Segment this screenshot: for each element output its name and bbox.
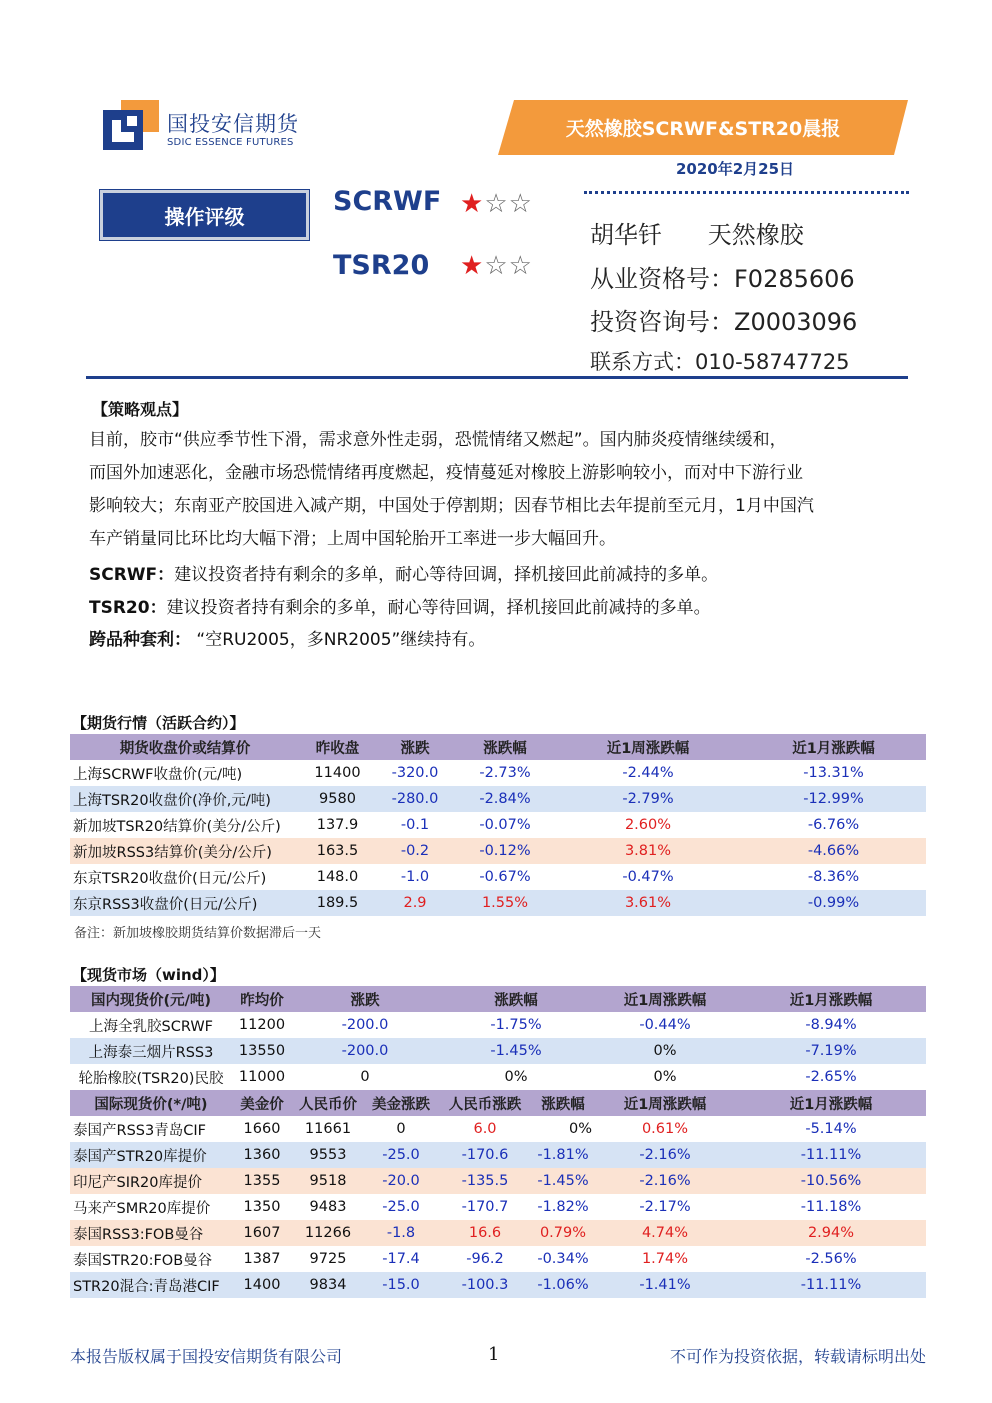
rating-stars-scrwf <box>460 189 533 219</box>
column-header: 涨跌幅 <box>438 986 594 1012</box>
cell-usd: 1607 <box>232 1220 292 1246</box>
cell-usd: 1660 <box>243 1121 281 1137</box>
cell-month-pct: 2.94% <box>736 1220 926 1246</box>
cell-week-pct: 4.74% <box>594 1220 736 1246</box>
cell-month-pct: -11.11% <box>736 1142 926 1168</box>
table-row <box>70 1064 926 1090</box>
cell-change: 0 <box>360 1069 370 1085</box>
spot-table <box>70 986 926 1298</box>
cell-change-pct: 0% <box>504 1069 528 1085</box>
cell-name: 上海全乳胶SCRWF <box>89 1018 213 1035</box>
cell-usd-change: -25.0 <box>364 1142 438 1168</box>
cell-month-pct: -11.18% <box>800 1199 862 1215</box>
cell-rmb-change: 6.0 <box>473 1121 497 1137</box>
cell-change: -0.1 <box>400 817 430 833</box>
cell-change-pct: -0.67% <box>479 869 531 885</box>
table-row <box>70 1220 926 1246</box>
cell-rmb: 9725 <box>309 1251 347 1267</box>
column-header: 涨跌 <box>375 734 455 760</box>
cell-usd-change: -25.0 <box>382 1199 420 1215</box>
cell-month-pct: -0.99% <box>741 890 926 916</box>
cell-week-pct: -0.47% <box>622 869 674 885</box>
futures-note: 备注：新加坡橡胶期货结算价数据滞后一天 <box>74 926 322 941</box>
futures-heading: 【期货行情（活跃合约）】 <box>72 714 245 732</box>
report-title-banner <box>498 100 908 155</box>
strategy-line: 而国外加速恶化，金融市场恐慌情绪再度燃起，疫情蔓延对橡胶上游影响较小，而对中下游行业 <box>89 463 803 483</box>
cell-price: 11200 <box>238 1017 286 1033</box>
cell-change-pct: -0.34% <box>537 1251 589 1267</box>
column-header: 昨收盘 <box>300 734 375 760</box>
cell-change-pct: -1.45% <box>532 1168 594 1194</box>
cell-rmb-change: -135.5 <box>438 1168 532 1194</box>
cell-week-pct: 3.81% <box>555 838 741 864</box>
table-row <box>70 1012 926 1038</box>
report-date: 2020年2月25日 <box>675 160 795 178</box>
cell-usd-change: -20.0 <box>364 1168 438 1194</box>
analyst-contact: 联系方式：010-58747725 <box>590 350 850 374</box>
cell-change-pct: -1.45% <box>438 1038 594 1064</box>
cell-name: 马来产SMR20库提价 <box>73 1200 211 1217</box>
cell-name: 轮胎橡胶(TSR20)民胶 <box>78 1070 224 1087</box>
table-row <box>70 838 926 864</box>
cell-rmb-change: -96.2 <box>466 1251 504 1267</box>
recommendation-text: “空RU2005，多NR2005”继续持有。 <box>191 630 486 650</box>
recommendation-label: TSR20： <box>89 598 167 618</box>
cell-month-pct: -6.76% <box>807 817 860 833</box>
column-header: 国际现货价(*/吨) <box>70 1090 232 1116</box>
table-row <box>70 1246 926 1272</box>
cell-name: 上海TSR20收盘价(净价,元/吨) <box>70 786 300 812</box>
table-header-row <box>70 734 926 760</box>
cell-change: -320.0 <box>391 765 439 781</box>
table-row <box>70 1272 926 1298</box>
cell-rmb: 11661 <box>304 1121 352 1137</box>
cell-name: 泰国产RSS3青岛CIF <box>73 1122 206 1139</box>
column-header: 近1周涨跌幅 <box>594 986 736 1012</box>
cell-change: -0.2 <box>375 838 455 864</box>
column-header: 人民币价 <box>292 1090 364 1116</box>
cell-close: 189.5 <box>300 890 375 916</box>
cell-name: 东京TSR20收盘价(日元/公斤) <box>73 870 267 887</box>
cell-name: 上海泰三烟片RSS3 <box>70 1038 232 1064</box>
column-header: 期货收盘价或结算价 <box>70 734 300 760</box>
cell-change-pct: 0% <box>568 1121 592 1137</box>
column-header: 美金价 <box>232 1090 292 1116</box>
cell-week-pct: 2.60% <box>624 817 672 833</box>
cell-name: 泰国STR20:FOB曼谷 <box>73 1252 213 1269</box>
cell-name: 泰国产STR20库提价 <box>70 1142 232 1168</box>
table-row <box>70 864 926 890</box>
rating-product-scrwf: SCRWF <box>333 186 442 217</box>
page-number: 1 <box>488 1344 500 1365</box>
star-filled-icon: ★ <box>460 251 485 281</box>
spot-heading: 【现货市场（wind）】 <box>72 966 225 984</box>
cell-rmb: 9483 <box>309 1199 347 1215</box>
cell-change-pct: -0.12% <box>455 838 555 864</box>
cell-week-pct: -1.41% <box>594 1272 736 1298</box>
column-header: 涨跌 <box>292 986 438 1012</box>
cell-change-pct: -1.82% <box>537 1199 589 1215</box>
cell-week-pct: -2.79% <box>555 786 741 812</box>
cell-week-pct: -2.17% <box>639 1199 691 1215</box>
cell-price: 13550 <box>232 1038 292 1064</box>
table-row <box>70 1142 926 1168</box>
cell-close: 137.9 <box>316 817 359 833</box>
strategy-heading: 【策略观点】 <box>92 400 189 419</box>
strategy-line: 影响较大；东南亚产胶国进入减产期，中国处于停割期；因春节相比去年提前至元月，1月中国汽 <box>89 496 814 516</box>
analyst-consult-license: 投资咨询号：Z0003096 <box>590 308 858 336</box>
logo-mark-icon <box>103 100 161 152</box>
cell-usd: 1387 <box>243 1251 281 1267</box>
cell-usd: 1360 <box>232 1142 292 1168</box>
cell-week-pct: -0.44% <box>639 1017 691 1033</box>
footer-copyright: 本报告版权属于国投安信期货有限公司 <box>70 1347 343 1366</box>
cell-week-pct: 0% <box>594 1038 736 1064</box>
cell-month-pct: -8.36% <box>807 869 860 885</box>
cell-usd: 1355 <box>232 1168 292 1194</box>
cell-change: -1.0 <box>400 869 430 885</box>
strategy-paragraph <box>89 424 909 556</box>
cell-change-pct: -1.75% <box>490 1017 542 1033</box>
cell-change: -200.0 <box>341 1017 389 1033</box>
cell-usd: 1400 <box>232 1272 292 1298</box>
cell-change: -280.0 <box>375 786 455 812</box>
star-empty-icon: ☆☆ <box>484 189 533 219</box>
cell-week-pct: -2.16% <box>594 1142 736 1168</box>
recommendation-tsr20 <box>89 593 711 618</box>
recommendation-scrwf <box>89 560 718 585</box>
cell-name: 泰国RSS3:FOB曼谷 <box>70 1220 232 1246</box>
header-divider <box>86 376 908 379</box>
column-header: 国内现货价(元/吨) <box>70 986 232 1012</box>
logo-english-name: SDIC ESSENCE FUTURES <box>167 137 294 148</box>
strategy-line: 目前，胶市“供应季节性下滑，需求意外性走弱，恐慌情绪又燃起”。国内肺炎疫情继续缓和， <box>89 430 787 450</box>
column-header: 近1周涨跌幅 <box>555 734 741 760</box>
cell-close: 11400 <box>314 765 361 781</box>
star-filled-icon: ★ <box>460 189 485 219</box>
column-header: 昨均价 <box>232 986 292 1012</box>
star-empty-icon: ☆☆ <box>484 251 533 281</box>
recommendation-arbitrage <box>89 625 485 650</box>
cell-usd-change: -17.4 <box>382 1251 420 1267</box>
cell-name: 新加坡RSS3结算价(美分/公斤) <box>70 838 300 864</box>
table-row <box>70 1038 926 1064</box>
cell-month-pct: -12.99% <box>741 786 926 812</box>
column-header: 近1月涨跌幅 <box>736 1090 926 1116</box>
cell-week-pct: -2.16% <box>594 1168 736 1194</box>
column-header: 涨跌幅 <box>455 734 555 760</box>
cell-month-pct: -5.14% <box>805 1121 857 1137</box>
cell-week-pct: -2.44% <box>622 765 674 781</box>
rating-stars-tsr20 <box>460 251 533 281</box>
cell-rmb: 9834 <box>292 1272 364 1298</box>
column-header: 近1月涨跌幅 <box>741 734 926 760</box>
column-header: 人民币涨跌 <box>438 1090 532 1116</box>
dotted-divider <box>584 191 909 194</box>
cell-rmb: 9553 <box>292 1142 364 1168</box>
table-row <box>70 890 926 916</box>
table-row <box>70 760 926 786</box>
recommendation-label: SCRWF： <box>89 565 175 585</box>
cell-rmb: 9518 <box>292 1168 364 1194</box>
cell-week-pct: 1.74% <box>641 1251 689 1267</box>
cell-usd-change: 0 <box>396 1121 406 1137</box>
cell-rmb-change: -100.3 <box>438 1272 532 1298</box>
analyst-name-field: 胡华钎 天然橡胶 <box>590 221 804 249</box>
cell-month-pct: -2.65% <box>805 1069 857 1085</box>
cell-change-pct: -0.07% <box>479 817 531 833</box>
column-header: 美金涨跌 <box>364 1090 438 1116</box>
cell-close: 163.5 <box>300 838 375 864</box>
cell-week-pct: 0.61% <box>641 1121 689 1137</box>
cell-month-pct: -10.56% <box>736 1168 926 1194</box>
cell-month-pct: -11.11% <box>736 1272 926 1298</box>
cell-month-pct: -7.19% <box>736 1038 926 1064</box>
cell-name: 东京RSS3收盘价(日元/公斤) <box>70 890 300 916</box>
column-header: 涨跌幅 <box>532 1090 594 1116</box>
recommendation-label: 跨品种套利： <box>89 630 191 650</box>
rating-label-box: 操作评级 <box>100 190 309 240</box>
table-row <box>70 1194 926 1220</box>
table-header-row <box>70 1090 926 1116</box>
table-row <box>70 786 926 812</box>
cell-name: STR20混合:青岛港CIF <box>70 1272 232 1298</box>
table-row <box>70 1116 926 1142</box>
cell-name: 新加坡TSR20结算价(美分/公斤) <box>73 818 281 835</box>
cell-name: 上海SCRWF收盘价(元/吨) <box>73 766 243 783</box>
cell-change-pct: -2.73% <box>479 765 531 781</box>
recommendation-text: 建议投资者持有剩余的多单，耐心等待回调，择机接回此前减持的多单。 <box>174 565 719 585</box>
cell-close: 9580 <box>300 786 375 812</box>
table-row <box>70 812 926 838</box>
logo-chinese-name: 国投安信期货 <box>167 112 299 136</box>
cell-change: 2.9 <box>375 890 455 916</box>
footer-disclaimer: 不可作为投资依据，转载请标明出处 <box>669 1347 926 1366</box>
strategy-line: 车产销量同比环比均大幅下滑；上周中国轮胎开工率进一步大幅回升。 <box>89 529 616 549</box>
cell-rmb-change: -170.6 <box>438 1142 532 1168</box>
cell-change-pct: 0.79% <box>532 1220 594 1246</box>
cell-change-pct: 1.55% <box>455 890 555 916</box>
cell-change-pct: -1.06% <box>532 1272 594 1298</box>
cell-month-pct: -8.94% <box>805 1017 857 1033</box>
cell-usd: 1350 <box>243 1199 281 1215</box>
cell-change: -200.0 <box>292 1038 438 1064</box>
cell-week-pct: 0% <box>653 1069 677 1085</box>
company-logo <box>103 100 343 152</box>
cell-rmb-change: 16.6 <box>438 1220 532 1246</box>
recommendation-text: 建议投资者持有剩余的多单，耐心等待回调，择机接回此前减持的多单。 <box>166 598 711 618</box>
cell-name: 印尼产SIR20库提价 <box>70 1168 232 1194</box>
cell-rmb-change: -170.7 <box>461 1199 509 1215</box>
cell-usd-change: -15.0 <box>364 1272 438 1298</box>
cell-close: 148.0 <box>316 869 359 885</box>
column-header: 近1月涨跌幅 <box>736 986 926 1012</box>
table-header-row <box>70 986 926 1012</box>
cell-week-pct: 3.61% <box>555 890 741 916</box>
column-header: 近1周涨跌幅 <box>594 1090 736 1116</box>
cell-month-pct: -13.31% <box>803 765 864 781</box>
cell-month-pct: -2.56% <box>805 1251 857 1267</box>
report-title: 天然橡胶SCRWF&STR20晨报 <box>565 118 841 140</box>
cell-price: 11000 <box>238 1069 286 1085</box>
rating-product-tsr20: TSR20 <box>333 250 430 281</box>
cell-change-pct: -2.84% <box>455 786 555 812</box>
cell-change-pct: -1.81% <box>532 1142 594 1168</box>
cell-month-pct: -4.66% <box>741 838 926 864</box>
analyst-license: 从业资格号：F0285606 <box>590 265 855 293</box>
cell-rmb: 11266 <box>292 1220 364 1246</box>
table-row <box>70 1168 926 1194</box>
cell-usd-change: -1.8 <box>364 1220 438 1246</box>
futures-table <box>70 734 926 916</box>
